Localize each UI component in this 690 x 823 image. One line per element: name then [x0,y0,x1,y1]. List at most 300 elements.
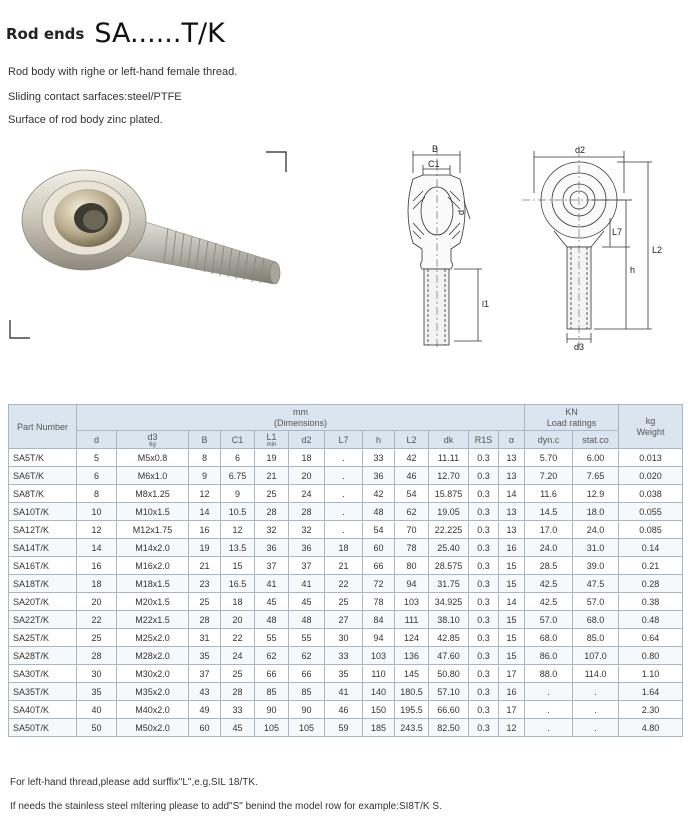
cell-stat-co: 7.65 [573,467,619,485]
dimensions-header [77,405,525,431]
cell-d: 12 [77,521,117,539]
cell-l1: 19 [255,449,289,467]
cell-dk: 42.85 [429,629,469,647]
cell-weight: 0.085 [619,521,683,539]
col-header-l1: L1 min [255,431,289,449]
cell-h: 94 [363,629,395,647]
cell-alpha: 13 [499,503,525,521]
cell-c1: 28 [221,683,255,701]
cell-d2: 85 [289,683,325,701]
cell-b: 23 [189,575,221,593]
cell-weight: 4.80 [619,719,683,737]
cell-l7: 18 [325,539,363,557]
cell-dyn-c: 14.5 [525,503,573,521]
cell-c1: 20 [221,611,255,629]
cell-d3: M5x0.8 [117,449,189,467]
weight-unit: kg [645,415,656,426]
cell-l1: 37 [255,557,289,575]
cell-dyn-c: 17.0 [525,521,573,539]
cell-h: 110 [363,665,395,683]
table-row [9,611,683,629]
cell-l1: 28 [255,503,289,521]
cell-stat-co: 114.0 [573,665,619,683]
cell-r1s: 0.3 [469,701,499,719]
cell-dk: 15.875 [429,485,469,503]
cell-h: 33 [363,449,395,467]
cell-stat-co: 31.0 [573,539,619,557]
cell-l7: 33 [325,647,363,665]
cell-d2: 36 [289,539,325,557]
cell-b: 49 [189,701,221,719]
cell-stat-co: 18.0 [573,503,619,521]
cell-dyn-c: 57.0 [525,611,573,629]
cell-d2: 66 [289,665,325,683]
dimensions-label: (Dimensions) [274,417,328,428]
cell-part-number: SA50T/K [9,719,77,737]
cell-dk: 82.50 [429,719,469,737]
cell-d: 40 [77,701,117,719]
cell-dk: 34.925 [429,593,469,611]
cell-l1: 66 [255,665,289,683]
col-header-dyn-c: dyn.c [525,431,573,449]
col-header-dk: dk [429,431,469,449]
cell-r1s: 0.3 [469,593,499,611]
cell-r1s: 0.3 [469,719,499,737]
cell-dyn-c: 86.0 [525,647,573,665]
cell-l2: 195.5 [395,701,429,719]
cell-h: 140 [363,683,395,701]
cell-dyn-c: 42.5 [525,593,573,611]
cell-dk: 11.11 [429,449,469,467]
cell-l7: . [325,503,363,521]
load-ratings-header [525,405,619,431]
cell-d2: 90 [289,701,325,719]
cell-dyn-c: 7.20 [525,467,573,485]
cell-stat-co: . [573,683,619,701]
description-line: Surface of rod body zinc plated. [8,114,163,126]
title-label: Rod ends [6,25,85,43]
cell-weight: 0.28 [619,575,683,593]
cell-part-number: SA5T/K [9,449,77,467]
cell-d3: M28x2.0 [117,647,189,665]
footnote-left-hand: For left-hand thread,please add surffix"L",e.g.SIL 18/TK. [10,777,258,788]
cell-b: 12 [189,485,221,503]
table-row [9,503,683,521]
cell-d: 35 [77,683,117,701]
cell-l7: 21 [325,557,363,575]
rod-end-photo [8,150,290,340]
cell-part-number: SA40T/K [9,701,77,719]
cell-d2: 48 [289,611,325,629]
col-header-r1s: R1S [469,431,499,449]
cell-part-number: SA18T/K [9,575,77,593]
cell-d3: M35x2.0 [117,683,189,701]
cell-stat-co: 85.0 [573,629,619,647]
cell-alpha: 15 [499,647,525,665]
cell-l7: . [325,467,363,485]
cell-part-number: SA6T/K [9,467,77,485]
cell-b: 9 [189,467,221,485]
cell-b: 16 [189,521,221,539]
table-row [9,557,683,575]
cell-d2: 37 [289,557,325,575]
cell-l7: . [325,449,363,467]
cell-d2: 41 [289,575,325,593]
cell-h: 48 [363,503,395,521]
cell-d: 18 [77,575,117,593]
col-header-alpha: α [499,431,525,449]
cell-d: 14 [77,539,117,557]
cell-d3: M14x2.0 [117,539,189,557]
cell-alpha: 17 [499,665,525,683]
cell-b: 14 [189,503,221,521]
cell-d: 50 [77,719,117,737]
cell-d3: M30x2.0 [117,665,189,683]
cell-h: 72 [363,575,395,593]
cell-dyn-c: . [525,683,573,701]
cell-l7: 27 [325,611,363,629]
cell-alpha: 13 [499,467,525,485]
cell-part-number: SA16T/K [9,557,77,575]
cell-dk: 22.225 [429,521,469,539]
cell-c1: 9 [221,485,255,503]
cell-d2: 32 [289,521,325,539]
cell-l7: 25 [325,593,363,611]
cell-d2: 20 [289,467,325,485]
side-view-drawing [398,143,498,348]
cell-c1: 10.5 [221,503,255,521]
col-header-d2: d2 [289,431,325,449]
cell-c1: 15 [221,557,255,575]
cell-r1s: 0.3 [469,575,499,593]
cell-c1: 22 [221,629,255,647]
cell-l7: 35 [325,665,363,683]
cell-r1s: 0.3 [469,539,499,557]
cell-l2: 46 [395,467,429,485]
dim-label-l7: L7 [612,227,623,237]
table-row [9,449,683,467]
cell-part-number: SA14T/K [9,539,77,557]
dim-label-b: B [432,144,439,154]
cell-dk: 19.05 [429,503,469,521]
cell-alpha: 12 [499,719,525,737]
cell-alpha: 13 [499,449,525,467]
cell-d2: 18 [289,449,325,467]
cell-weight: 0.38 [619,593,683,611]
cell-r1s: 0.3 [469,467,499,485]
cell-d: 5 [77,449,117,467]
cell-b: 31 [189,629,221,647]
cell-weight: 0.013 [619,449,683,467]
cell-b: 60 [189,719,221,737]
cell-stat-co: 12.9 [573,485,619,503]
cell-h: 66 [363,557,395,575]
cell-dyn-c: 88.0 [525,665,573,683]
cell-l2: 62 [395,503,429,521]
cell-d: 6 [77,467,117,485]
cell-dk: 31.75 [429,575,469,593]
cell-l7: 22 [325,575,363,593]
table-row [9,647,683,665]
cell-stat-co: 68.0 [573,611,619,629]
cell-stat-co: 39.0 [573,557,619,575]
dimensions-unit: mm [293,406,308,417]
cell-d3: M6x1.0 [117,467,189,485]
col-header-b: B [189,431,221,449]
cell-part-number: SA35T/K [9,683,77,701]
cell-c1: 12 [221,521,255,539]
dim-label-d: d [456,209,466,215]
cell-weight: 0.21 [619,557,683,575]
table-row [9,575,683,593]
cell-h: 36 [363,467,395,485]
cell-l1: 21 [255,467,289,485]
cell-l2: 180.5 [395,683,429,701]
cell-b: 21 [189,557,221,575]
table-row [9,629,683,647]
cell-h: 54 [363,521,395,539]
cell-d3: M50x2.0 [117,719,189,737]
cell-b: 35 [189,647,221,665]
cell-r1s: 0.3 [469,521,499,539]
cell-d2: 24 [289,485,325,503]
cell-c1: 18 [221,593,255,611]
cell-b: 37 [189,665,221,683]
cell-alpha: 17 [499,701,525,719]
cell-part-number: SA20T/K [9,593,77,611]
cell-l7: . [325,485,363,503]
cell-d3: M12x1.75 [117,521,189,539]
cell-dyn-c: . [525,719,573,737]
cell-weight: 0.64 [619,629,683,647]
dim-label-d2: d2 [575,145,586,155]
cell-alpha: 16 [499,683,525,701]
cell-l2: 54 [395,485,429,503]
cell-r1s: 0.3 [469,629,499,647]
cell-part-number: SA28T/K [9,647,77,665]
cell-l2: 42 [395,449,429,467]
cell-h: 185 [363,719,395,737]
cell-l2: 80 [395,557,429,575]
cell-dk: 38.10 [429,611,469,629]
cell-l2: 103 [395,593,429,611]
cell-l7: 46 [325,701,363,719]
table-row [9,593,683,611]
cell-r1s: 0.3 [469,449,499,467]
cell-l2: 145 [395,665,429,683]
part-number-header: Part Number [9,405,77,449]
cell-b: 25 [189,593,221,611]
cell-alpha: 15 [499,557,525,575]
cell-alpha: 15 [499,575,525,593]
table-row [9,521,683,539]
cell-l7: 59 [325,719,363,737]
cell-l1: 85 [255,683,289,701]
cell-d: 20 [77,593,117,611]
cell-c1: 45 [221,719,255,737]
cell-d3: M10x1.5 [117,503,189,521]
table-row [9,539,683,557]
dim-label-c1: C1 [428,159,440,169]
cell-c1: 33 [221,701,255,719]
cell-weight: 0.80 [619,647,683,665]
cell-b: 43 [189,683,221,701]
table-row [9,467,683,485]
weight-header [619,405,683,449]
cell-h: 150 [363,701,395,719]
cell-dyn-c: . [525,701,573,719]
cell-l2: 124 [395,629,429,647]
dim-label-l2: L2 [652,245,663,255]
cell-alpha: 16 [499,539,525,557]
table-body [9,449,683,737]
cell-r1s: 0.3 [469,557,499,575]
cell-part-number: SA8T/K [9,485,77,503]
cell-h: 78 [363,593,395,611]
cell-stat-co: 47.5 [573,575,619,593]
col-header-l2: L2 [395,431,429,449]
cell-l2: 136 [395,647,429,665]
cell-c1: 6.75 [221,467,255,485]
cell-dk: 50.80 [429,665,469,683]
cell-l7: 30 [325,629,363,647]
cell-l2: 94 [395,575,429,593]
cell-dk: 66.60 [429,701,469,719]
cell-l2: 243.5 [395,719,429,737]
cell-d2: 105 [289,719,325,737]
load-ratings-unit: KN [565,406,578,417]
cell-l1: 32 [255,521,289,539]
cell-l2: 78 [395,539,429,557]
cell-l1: 25 [255,485,289,503]
cell-stat-co: 6.00 [573,449,619,467]
cell-d2: 62 [289,647,325,665]
table-row [9,719,683,737]
cell-b: 28 [189,611,221,629]
cell-d: 8 [77,485,117,503]
cell-r1s: 0.3 [469,647,499,665]
cell-dyn-c: 5.70 [525,449,573,467]
cell-stat-co: 24.0 [573,521,619,539]
cell-r1s: 0.3 [469,611,499,629]
dim-label-d3: d3 [574,342,585,352]
cell-d: 22 [77,611,117,629]
cell-d3: M22x1.5 [117,611,189,629]
cell-c1: 6 [221,449,255,467]
cell-l7: 41 [325,683,363,701]
cell-d: 30 [77,665,117,683]
cell-stat-co: . [573,719,619,737]
cell-alpha: 14 [499,593,525,611]
cell-weight: 0.055 [619,503,683,521]
cell-stat-co: 107.0 [573,647,619,665]
front-view-drawing [522,143,667,353]
cell-r1s: 0.3 [469,485,499,503]
cell-alpha: 13 [499,521,525,539]
cell-d3: M40x2.0 [117,701,189,719]
cell-l1: 41 [255,575,289,593]
cell-l2: 70 [395,521,429,539]
page-title [6,18,225,49]
table-row [9,701,683,719]
cell-d3: M20x1.5 [117,593,189,611]
cell-dyn-c: 11.6 [525,485,573,503]
cell-d3: M25x2.0 [117,629,189,647]
cell-l1: 105 [255,719,289,737]
cell-weight: 0.020 [619,467,683,485]
cell-r1s: 0.3 [469,683,499,701]
cell-stat-co: 57.0 [573,593,619,611]
table-row [9,665,683,683]
cell-c1: 24 [221,647,255,665]
cell-alpha: 15 [499,629,525,647]
spec-table [8,404,683,737]
cell-weight: 0.038 [619,485,683,503]
col-header-stat-co: stat.co [573,431,619,449]
cell-weight: 2.30 [619,701,683,719]
title-model: SA......T/K [94,18,225,49]
cell-d2: 55 [289,629,325,647]
cell-l1: 90 [255,701,289,719]
description-line: Rod body with righe or left-hand female thread. [8,66,238,78]
load-ratings-label: Load ratings [546,417,597,428]
cell-dyn-c: 42.5 [525,575,573,593]
cell-part-number: SA12T/K [9,521,77,539]
cell-dyn-c: 68.0 [525,629,573,647]
cell-dk: 28.575 [429,557,469,575]
dim-label-h: h [630,265,636,275]
cell-part-number: SA25T/K [9,629,77,647]
table-row [9,485,683,503]
cell-weight: 0.48 [619,611,683,629]
cell-l1: 48 [255,611,289,629]
cell-b: 19 [189,539,221,557]
cell-alpha: 15 [499,611,525,629]
cell-dyn-c: 24.0 [525,539,573,557]
cell-l1: 55 [255,629,289,647]
cell-c1: 13.5 [221,539,255,557]
weight-label: Weight [636,426,665,437]
cell-d: 25 [77,629,117,647]
cell-l2: 111 [395,611,429,629]
cell-l1: 36 [255,539,289,557]
cell-dk: 47.60 [429,647,469,665]
cell-part-number: SA10T/K [9,503,77,521]
cell-stat-co: . [573,701,619,719]
col-header-d: d [77,431,117,449]
col-header-d3: d3 6g [117,431,189,449]
cell-d: 28 [77,647,117,665]
cell-dyn-c: 28.5 [525,557,573,575]
cell-h: 60 [363,539,395,557]
cell-l1: 62 [255,647,289,665]
footnote-stainless: If needs the stainless steel mltering please to add"S" benind the model row for example:SI8T/K S. [10,801,442,812]
cell-b: 8 [189,449,221,467]
table-row [9,683,683,701]
cell-d: 10 [77,503,117,521]
cell-dk: 12.70 [429,467,469,485]
cell-d3: M16x2.0 [117,557,189,575]
cell-r1s: 0.3 [469,665,499,683]
description-line: Sliding contact sarfaces:steel/PTFE [8,91,182,103]
cell-d2: 28 [289,503,325,521]
cell-h: 42 [363,485,395,503]
cell-weight: 1.64 [619,683,683,701]
cell-c1: 16.5 [221,575,255,593]
cell-h: 103 [363,647,395,665]
cell-weight: 0.14 [619,539,683,557]
cell-part-number: SA30T/K [9,665,77,683]
